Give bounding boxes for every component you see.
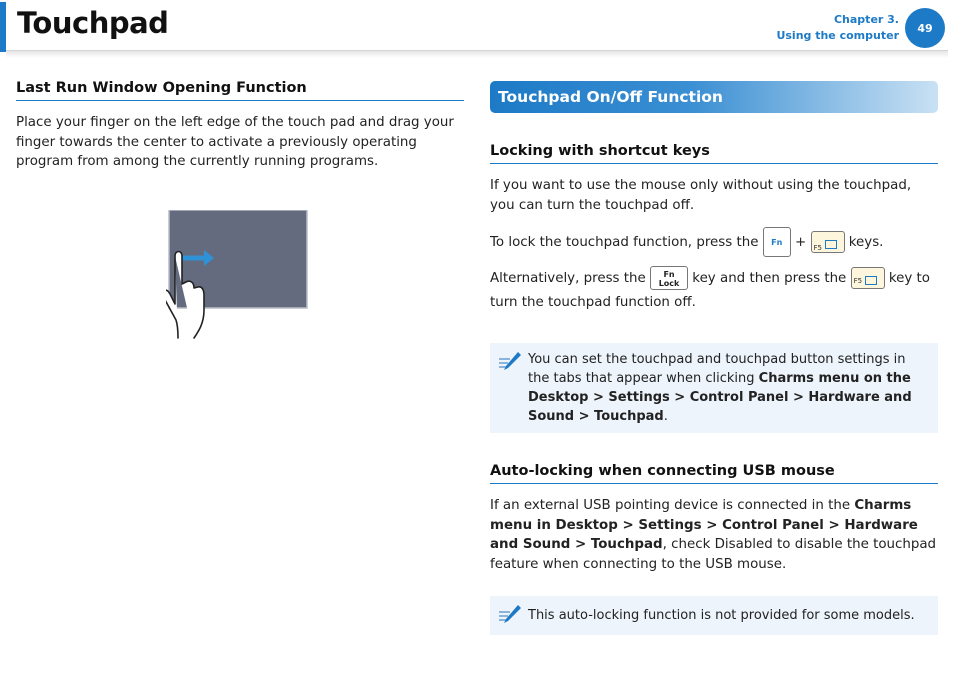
note-box-auto-lock (490, 596, 938, 635)
note-box-settings (490, 343, 938, 433)
right-column (490, 81, 938, 635)
note1-text: You can set the touchpad and touchpad button settings in the tabs that appear when clicking (528, 352, 906, 386)
auto-text-b: , check Disabled to disable the touchpad feature when connecting to the USB mouse. (490, 537, 937, 572)
fn-lock-key-icon (650, 266, 688, 290)
note1-end: . (663, 409, 668, 424)
section-heading-auto-locking: Auto-locking when connecting USB mouse (490, 463, 938, 484)
auto-locking-paragraph (490, 496, 938, 574)
page-number-badge: 49 (905, 8, 945, 48)
alternative-shortcut-line (490, 266, 938, 315)
last-run-paragraph: Place your finger on the left edge of the touch pad and drag your finger towards the center to activate a previously operating program from among the currently running programs. (16, 115, 454, 169)
auto-path: Charms menu in Desktop > Settings > Control Panel > Hardware and Sound > Touchpad (490, 498, 918, 552)
section-heading-locking: Locking with shortcut keys (490, 143, 938, 164)
note1-path: Charms menu on the Desktop > Settings > Control Panel > Hardware and Sound > Touchpad (528, 371, 912, 424)
header-accent-bar (0, 2, 6, 52)
pencil-note-icon-2 (496, 604, 522, 626)
pencil-note-icon (496, 351, 522, 373)
fn-lock-key-bottom: Lock (658, 279, 680, 288)
f5-key-label: F5 (813, 244, 822, 252)
fn-key-label: Fn (771, 238, 783, 247)
f5-key-label-2: F5 (853, 277, 863, 285)
plus-sign: + (795, 235, 807, 250)
alt-line-text-c: key to turn the touchpad function off. (490, 271, 930, 310)
alt-line-text-a: Alternatively, press the (490, 271, 646, 286)
section-banner-touchpad-onoff: Touchpad On/Off Function (490, 81, 938, 113)
section-heading-last-run: Last Run Window Opening Function (16, 80, 464, 101)
auto-text-a: If an external USB pointing device is connected in the (490, 498, 855, 513)
touchpad-icon-2 (865, 276, 877, 285)
left-column (16, 80, 464, 172)
f5-key-icon-2 (851, 267, 885, 289)
fn-key-icon (763, 227, 791, 257)
touchpad-icon (825, 240, 837, 249)
chapter-label (776, 12, 899, 44)
chapter-number: Chapter 3. (833, 13, 899, 26)
f5-key-icon (811, 231, 845, 253)
note2-text: This auto-locking function is not provided for some models. (528, 608, 915, 623)
alt-line-text-b: key and then press the (692, 271, 847, 286)
header-divider (6, 50, 948, 58)
locking-paragraph: If you want to use the mouse only without using the touchpad, you can turn the touchpad off. (490, 178, 912, 213)
lock-line-text-a: To lock the touchpad function, press the (490, 235, 759, 250)
chapter-title: Using the computer (776, 29, 899, 42)
lock-line-text-b: keys. (848, 235, 884, 250)
touchpad-swipe-illustration (166, 210, 326, 340)
page-title: Touchpad (17, 6, 169, 40)
lock-shortcut-line (490, 227, 938, 258)
fn-lock-key-top: Fn (663, 270, 675, 279)
